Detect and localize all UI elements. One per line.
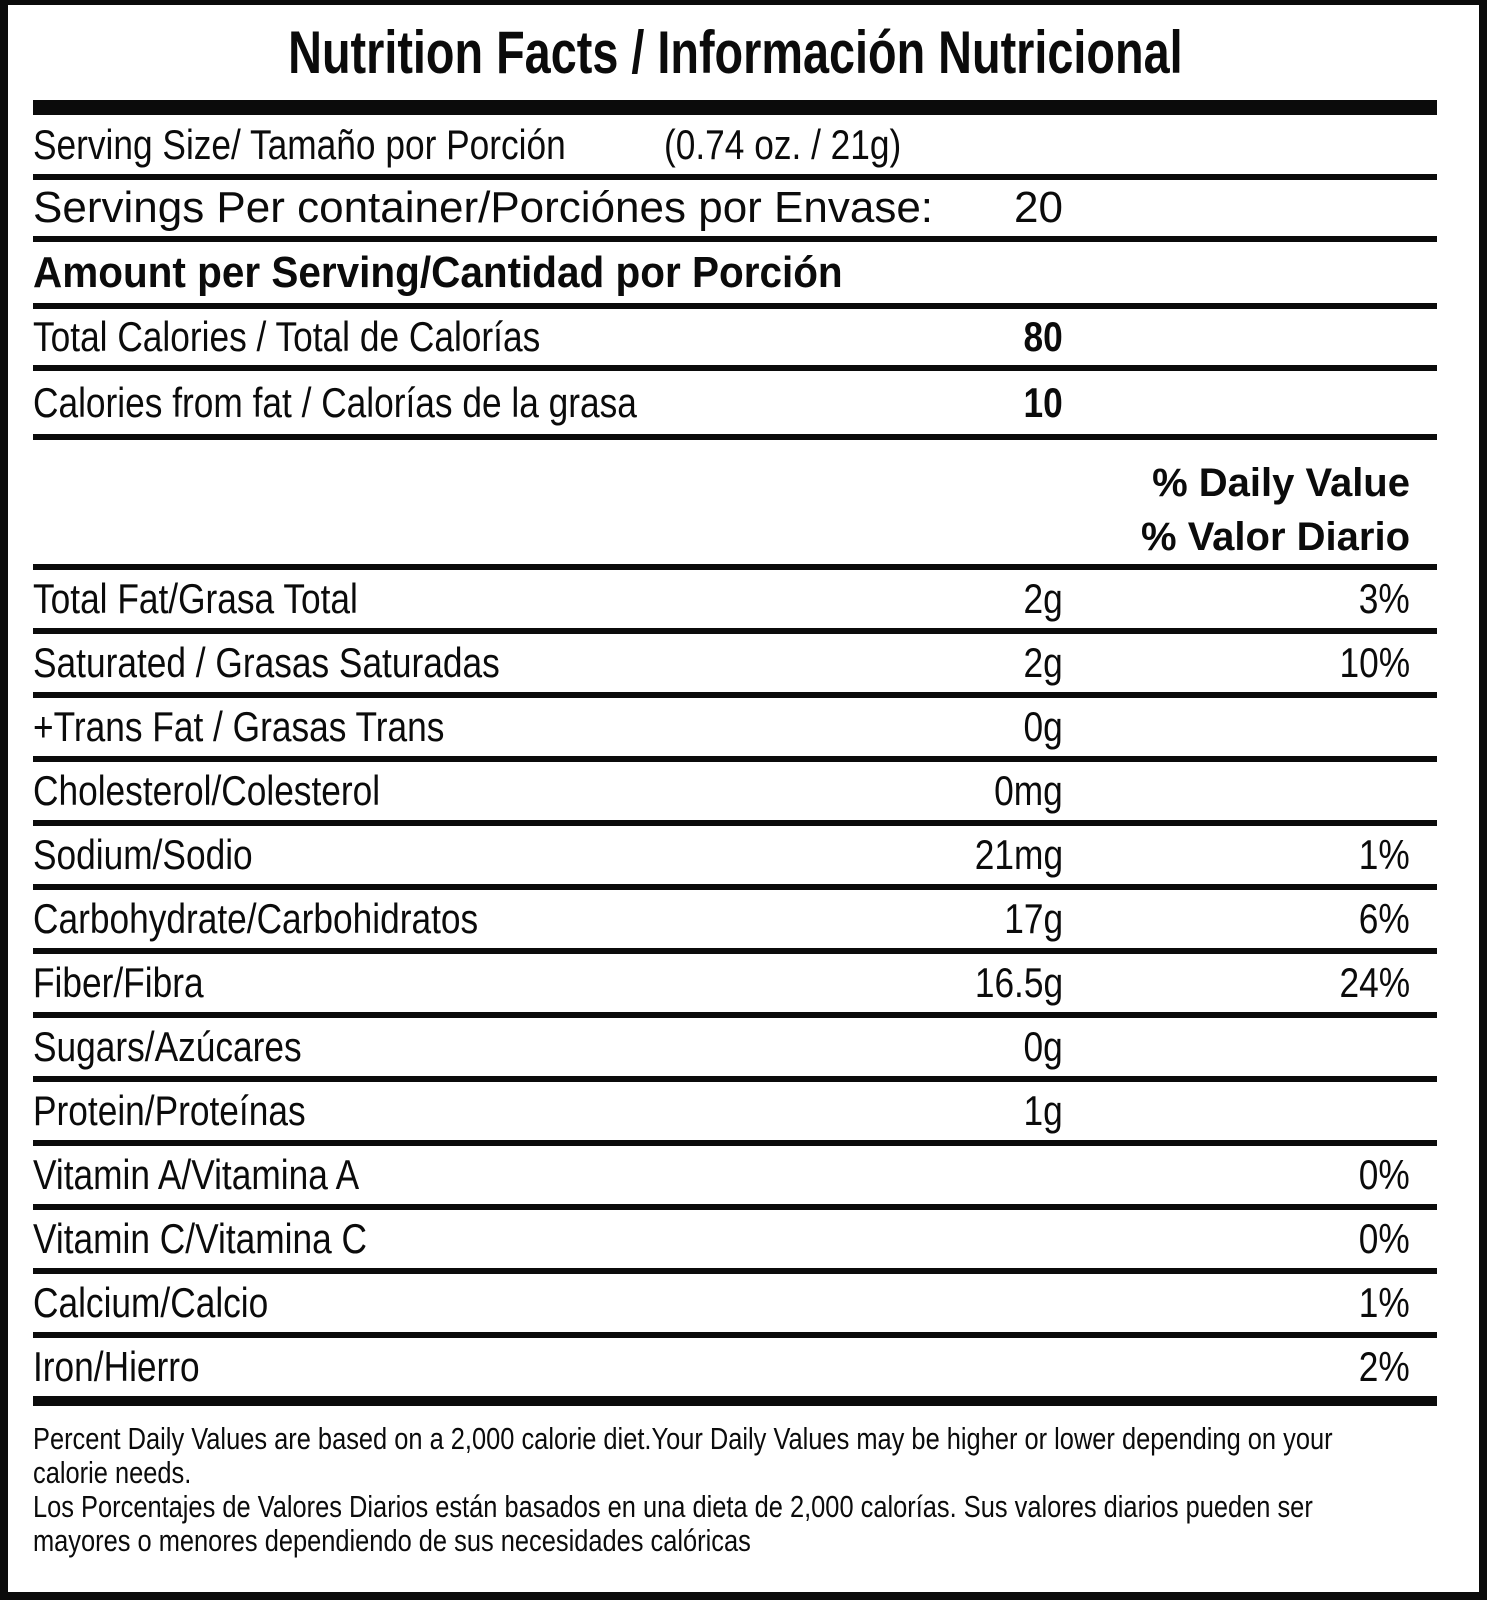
total-calories-label: Total Calories / Total de Calorías <box>33 313 541 360</box>
nutrient-daily-value: 0% <box>1359 1151 1410 1198</box>
servings-per-container-row <box>33 180 1437 236</box>
serving-size-label: Serving Size/ Tamaño por Porción <box>33 120 566 168</box>
nutrient-label: Protein/Proteínas <box>33 1087 306 1134</box>
total-calories-row <box>33 309 1437 365</box>
daily-value-heading <box>33 440 1437 564</box>
title-divider-bar <box>33 100 1437 115</box>
nutrient-daily-value: 2% <box>1359 1343 1410 1390</box>
nutrient-amount: 2g <box>1023 639 1063 686</box>
nutrient-row-iron <box>33 1338 1437 1396</box>
nutrient-label: Fiber/Fibra <box>33 959 204 1006</box>
page-title: Nutrition Facts / Información Nutricional <box>287 19 1183 86</box>
amount-per-serving-label: Amount per Serving/Cantidad por Porción <box>33 247 843 297</box>
footnote-line-es-2: mayores o menores dependiendo de sus necesidades calóricas <box>33 1523 751 1558</box>
nutrient-row-vitamin-c <box>33 1210 1437 1268</box>
nutrient-label: Carbohydrate/Carbohidratos <box>33 895 479 942</box>
label-content <box>33 5 1437 1558</box>
nutrient-daily-value: 1% <box>1359 831 1410 878</box>
nutrient-label: Total Fat/Grasa Total <box>33 575 358 622</box>
nutrient-daily-value: 0% <box>1359 1215 1410 1262</box>
nutrient-daily-value: 24% <box>1339 959 1410 1006</box>
nutrient-amount: 0mg <box>994 767 1063 814</box>
nutrient-row-trans-fat <box>33 698 1437 756</box>
nutrient-amount: 16.5g <box>974 959 1063 1006</box>
nutrient-label: +Trans Fat / Grasas Trans <box>33 703 445 750</box>
nutrient-row-sodium <box>33 826 1437 884</box>
nutrient-label: Sugars/Azúcares <box>33 1023 302 1070</box>
nutrient-row-sugars <box>33 1018 1437 1076</box>
serving-size-row <box>33 115 1437 174</box>
footnote-divider-bar <box>33 1396 1437 1406</box>
label-title-area <box>33 5 1437 100</box>
nutrient-row-cholesterol <box>33 762 1437 820</box>
nutrient-amount: 2g <box>1023 575 1063 622</box>
nutrient-row-total-fat <box>33 570 1437 628</box>
daily-value-heading-es: % Valor Diario <box>1141 515 1410 559</box>
footnote-line-en-2: calorie needs. <box>33 1455 192 1490</box>
footnote-line-es-1: Los Porcentajes de Valores Diarios están basados en una dieta de 2,000 calorías. Sus valores diarios pueden ser <box>33 1489 1313 1524</box>
nutrient-label: Calcium/Calcio <box>33 1279 269 1326</box>
nutrient-amount: 0g <box>1023 1023 1063 1070</box>
nutrient-daily-value: 6% <box>1359 895 1410 942</box>
nutrient-label: Vitamin C/Vitamina C <box>33 1215 367 1262</box>
nutrient-amount: 17g <box>1004 895 1063 942</box>
nutrient-label: Sodium/Sodio <box>33 831 253 878</box>
amount-per-serving-heading <box>33 242 1437 303</box>
footnote <box>33 1422 1437 1558</box>
calories-from-fat-value: 10 <box>1023 378 1063 426</box>
nutrient-label: Saturated / Grasas Saturadas <box>33 639 500 686</box>
nutrient-label: Vitamin A/Vitamina A <box>33 1151 360 1198</box>
nutrient-row-fiber <box>33 954 1437 1012</box>
nutrient-label: Cholesterol/Colesterol <box>33 767 381 814</box>
nutrient-row-vitamin-a <box>33 1146 1437 1204</box>
daily-value-heading-en: % Daily Value <box>1152 461 1410 505</box>
servings-per-container-value: 20 <box>1014 183 1063 232</box>
footnote-line-en-1: Percent Daily Values are based on a 2,000 calorie diet.Your Daily Values may be higher or lower depending on your <box>33 1421 1333 1456</box>
nutrient-amount: 21mg <box>974 831 1063 878</box>
nutrient-row-calcium <box>33 1274 1437 1332</box>
serving-size-value: (0.74 oz. / 21g) <box>664 120 902 168</box>
total-calories-value: 80 <box>1023 313 1063 360</box>
nutrient-label: Iron/Hierro <box>33 1343 200 1390</box>
nutrient-daily-value: 10% <box>1339 639 1410 686</box>
nutrient-row-carbohydrate <box>33 890 1437 948</box>
nutrient-amount: 1g <box>1023 1087 1063 1134</box>
servings-per-container-label: Servings Per container/Porciónes por Envase: <box>33 183 934 232</box>
nutrient-row-protein <box>33 1082 1437 1140</box>
calories-from-fat-row <box>33 371 1437 434</box>
nutrient-daily-value: 3% <box>1359 575 1410 622</box>
nutrient-amount: 0g <box>1023 703 1063 750</box>
nutrient-daily-value: 1% <box>1359 1279 1410 1326</box>
nutrient-row-saturated-fat <box>33 634 1437 692</box>
calories-from-fat-label: Calories from fat / Calorías de la grasa <box>33 378 637 426</box>
